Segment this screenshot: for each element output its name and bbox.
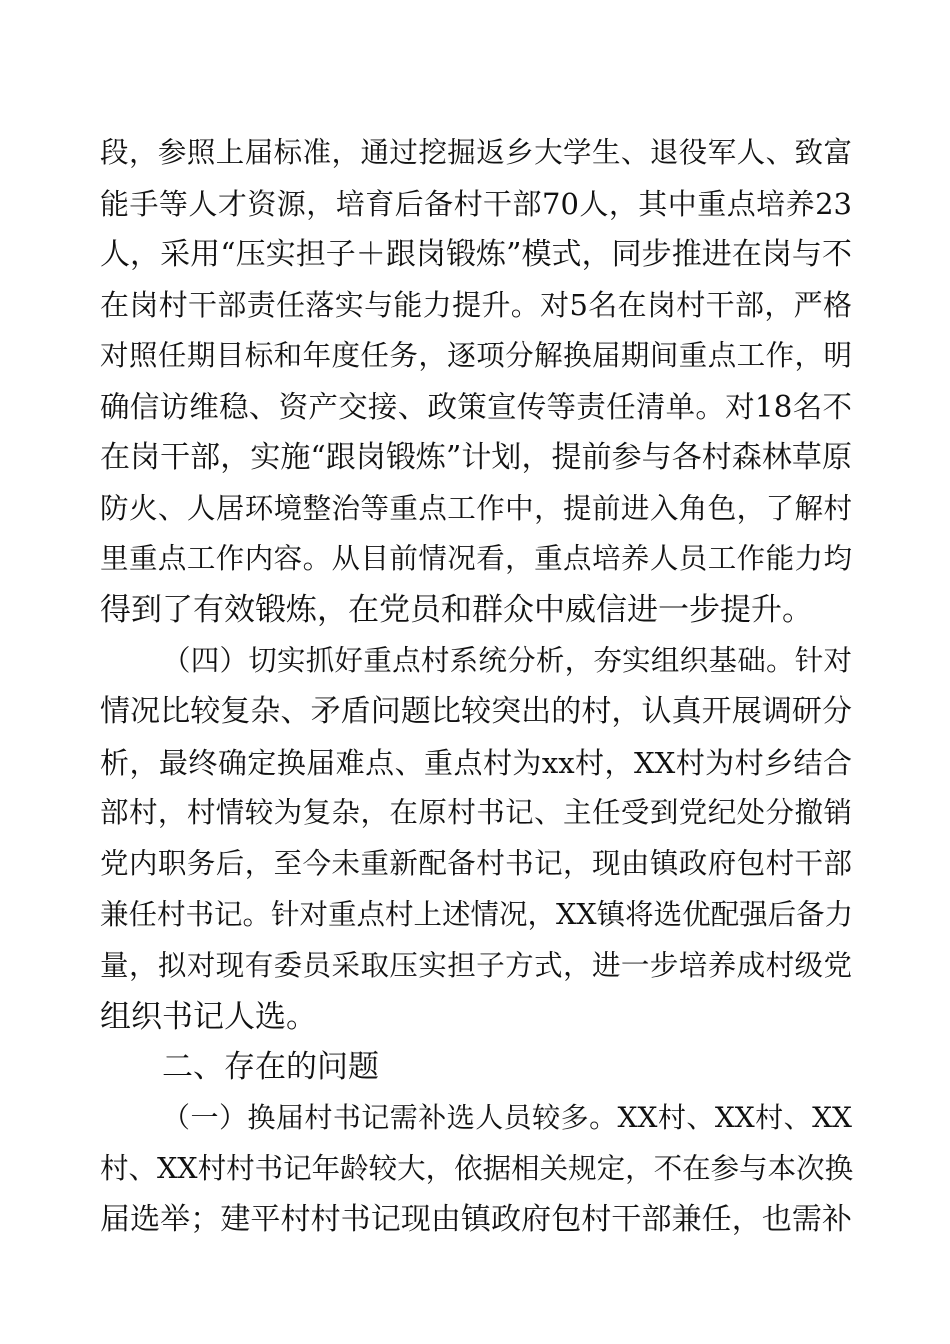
paragraph-key-village-analysis [100, 636, 852, 1042]
text-line: 在岗干部，实施“跟岗锻炼”计划，提前参与各村森林草原 [100, 439, 852, 475]
document-body [100, 128, 852, 1246]
heading-text: 二、存在的问题 [162, 1049, 379, 1086]
text-line: 量，拟对现有委员采取压实担子方式，进一步培养成村级党 [100, 948, 852, 982]
text-line: 对照任期目标和年度任务，逐项分解换届期间重点工作，明 [100, 339, 852, 373]
text-line: 能手等人才资源，培育后备村干部70人，其中重点培养23 [100, 186, 852, 221]
text-line: 党内职务后，至今未重新配备村书记，现由镇政府包村干部 [100, 847, 852, 881]
paragraph-secretary-by-election [100, 1093, 852, 1245]
text-line: 确信访维稳、资产交接、政策宣传等责任清单。对18名不 [100, 389, 852, 424]
text-line: 里重点工作内容。从目前情况看，重点培养人员工作能力均 [100, 542, 852, 576]
text-line: 部村，村情较为复杂，在原村书记、主任受到党纪处分撤销 [100, 796, 852, 830]
text-line: 在岗村干部责任落实与能力提升。对5名在岗村干部，严格 [100, 288, 852, 323]
text-line: 届选举；建平村村书记现由镇政府包村干部兼任，也需补 [100, 1201, 852, 1237]
text-line: （四）切实抓好重点村系统分析，夯实组织基础。针对 [162, 643, 852, 677]
text-line: 析，最终确定换届难点、重点村为xx村，XX村为村乡结合 [100, 745, 852, 780]
text-line: 兼任村书记。针对重点村上述情况，XX镇将选优配强后备力 [100, 897, 854, 931]
text-line: 情况比较复杂、矛盾问题比较突出的村，认真开展调研分 [100, 693, 852, 729]
text-line: 防火、人居环境整治等重点工作中，提前进入角色，了解村 [100, 491, 852, 525]
section-heading-existing-problems [100, 1042, 852, 1093]
text-line: 得到了有效锻炼，在党员和群众中威信进一步提升。 [100, 592, 813, 629]
text-line: 人，采用“压实担子＋跟岗锻炼”模式，同步推进在岗与不 [100, 236, 852, 272]
paragraph-cadre-training [100, 128, 852, 636]
text-line: （一）换届村书记需补选人员较多。XX村、XX村、XX [162, 1101, 852, 1135]
text-line: 组织书记人选。 [100, 998, 317, 1035]
text-line: 村、XX村村书记年龄较大，依据相关规定，不在参与本次换 [100, 1151, 854, 1185]
text-line: 段，参照上届标准，通过挖掘返乡大学生、退役军人、致富 [100, 136, 852, 169]
